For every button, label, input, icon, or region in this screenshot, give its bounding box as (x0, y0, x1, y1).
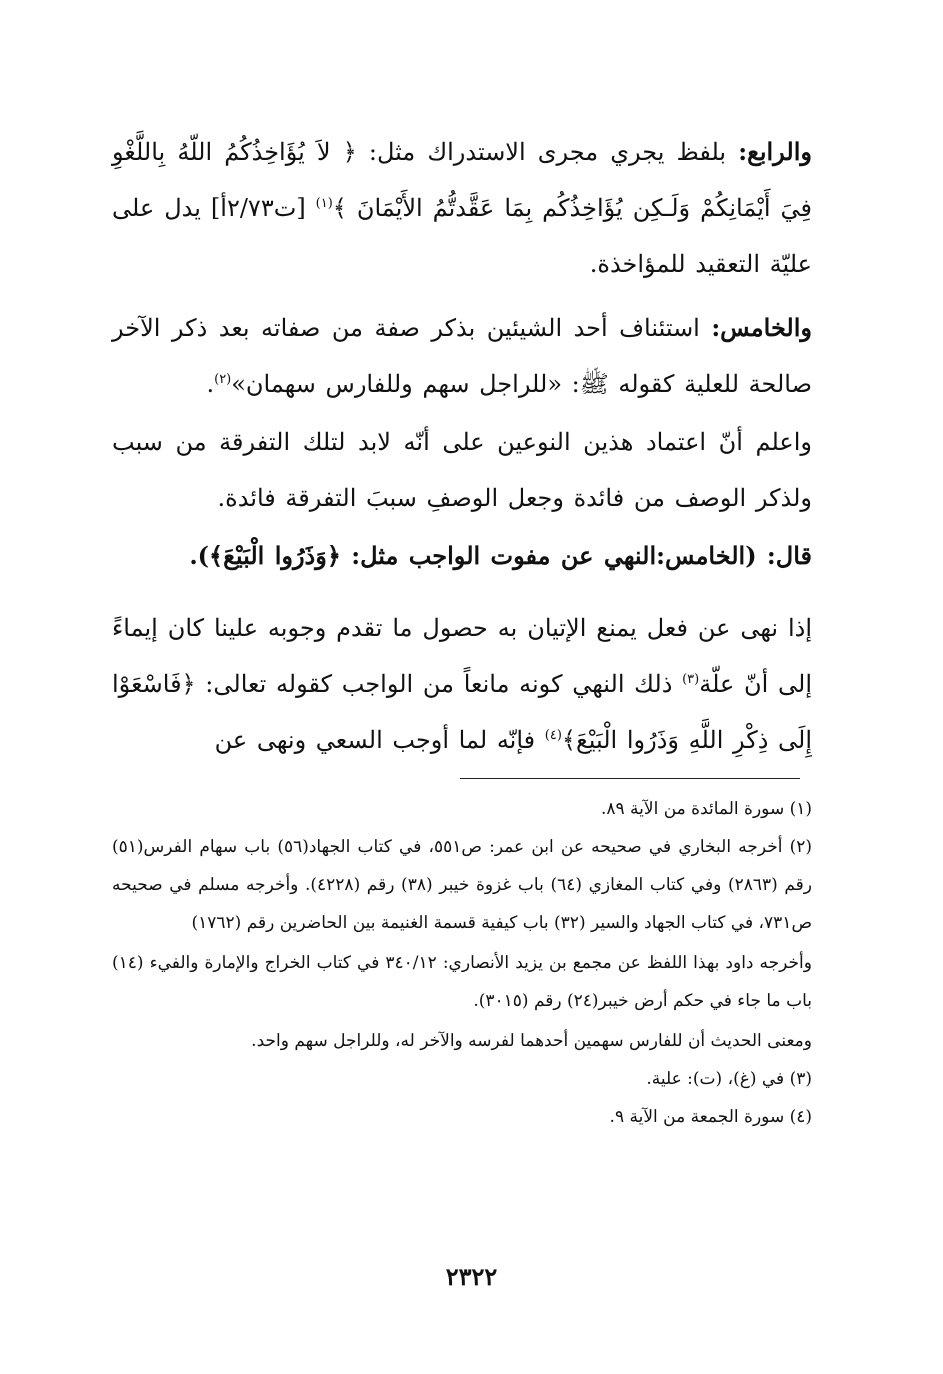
paragraph-explanation (112, 600, 812, 768)
footnotes (112, 790, 812, 1136)
paragraph-text: إذا نهى عن فعل يمنع الإتيان به حصول ما تقدم وجوبه علينا كان إيماءً إلى أنّ علّة (112, 614, 813, 698)
footnote: ومعنى الحديث أن للفارس سهمين أحدهما لفرسه والآخر له، وللراجل سهم واحد. (251, 1031, 812, 1051)
paragraph-text: استئناف أحد الشيئين بذكر صفة من صفاته بعد ذكر الآخر صالحة للعلية كقوله ﷺ: «للراجل سهم وللفارس سهمان» (112, 314, 812, 398)
paragraph-text: بلفظ يجري مجرى الاستدراك مثل: ﴿ لاَ يُؤَاخِذُكُمُ اللّهُ بِاللَّغْوِ فِيَ أَيْمَانِكُمْ وَلَـكِن يُؤَاخِذُكُم بِمَا عَقَّدتُّمُ الأَيْمَانَ ﴾ (112, 138, 813, 222)
footnote: (٣) في (غ)، (ت): علية. (646, 1069, 812, 1089)
paragraph-tail: ذلك النهي كونه مانعاً من الواجب كقوله تعالى: ﴿فَاسْعَوْا إِلَى ذِكْرِ اللَّهِ وَذَرُوا الْبَيْعَ﴾ (112, 670, 812, 754)
footnote-marker: (١) (315, 196, 333, 211)
paragraph-fourth (112, 124, 812, 292)
paragraph-tail: [ت٢/٧٣أ] يدل على عليّة التعقيد للمؤاخذة. (112, 194, 812, 278)
footnote: وأخرجه داود بهذا اللفظ عن مجمع بن يزيد الأنصاري: ٣٤٠/١٢ في كتاب الخراج والإمارة والفيء (١٤) باب ما جاء في حكم أرض خيبر(٢٤) رقم (٣٠١٥). (112, 953, 812, 1011)
footnote-marker: (٤) (544, 728, 562, 743)
footnote-divider (460, 778, 800, 779)
paragraph-tail: فإنّه لما أوجب السعي ونهى عن (214, 726, 545, 754)
paragraph-quote-heading (112, 528, 812, 584)
footnote: (٢) أخرجه البخاري في صحيحه عن ابن عمر: ص٥٥١، في كتاب الجهاد(٥٦) باب سهام الفرس(٥١) رقم (٢٨٦٣) وفي كتاب المغازي (٦٤) باب غزوة خيبر (٣٨) رقم (٤٢٢٨). وأخرجه مسلم في صحيحه ص٧٣١، في كتاب الجهاد والسير (٣٢) باب كيفية قسمة الغنيمة بين الحاضرين رقم (١٧٦٢) (112, 837, 812, 933)
page-number: ٢٣٢٢ (445, 1262, 498, 1291)
paragraph-tail: . (206, 370, 215, 398)
footnote-marker: (٣) (682, 672, 700, 687)
footnote: (١) سورة المائدة من الآية ٨٩. (600, 799, 812, 819)
footnote: (٤) سورة الجمعة من الآية ٩. (609, 1107, 812, 1127)
paragraph-fifth (112, 300, 812, 412)
paragraph-text: قال: (الخامس:النهي عن مفوت الواجب مثل: ﴿وَذَرُوا الْبَيْعَ﴾). (189, 541, 812, 570)
paragraph-lead: والرابع: (738, 137, 812, 166)
footnote-marker: (٢) (214, 372, 232, 387)
paragraph-note (112, 414, 812, 526)
paragraph-text: واعلم أنّ اعتماد هذين النوعين على أنّه لابد لتلك التفرقة من سبب ولذكر الوصف من فائدة وجعل الوصفِ سببَ التفرقة فائدة. (112, 428, 812, 512)
paragraph-lead: والخامس: (711, 313, 812, 342)
